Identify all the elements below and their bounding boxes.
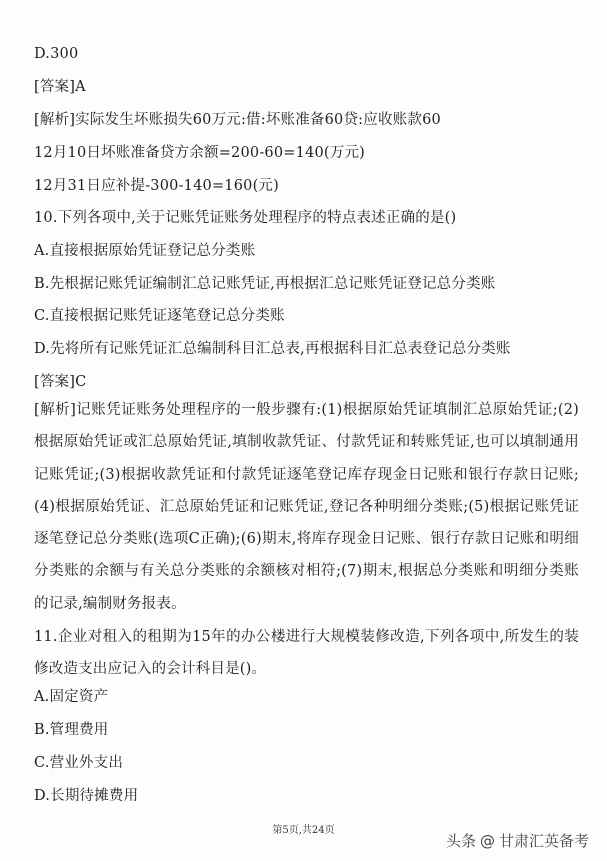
analysis-prev-1: [解析]实际发生坏账损失60万元:借:坏账准备60贷:应收账款60 <box>34 112 441 128</box>
q10-option-b: B.先根据记账凭证编制汇总记账凭证,再根据汇总记账凭证登记总分类账 <box>34 276 496 292</box>
q11-option-b: B.管理费用 <box>34 722 109 738</box>
q10-option-d: D.先将所有记账凭证汇总编制科目汇总表,再根据科目汇总表登记总分类账 <box>34 341 511 357</box>
q10-option-a: A.直接根据原始凭证登记总分类账 <box>34 243 256 259</box>
q10-answer: [答案]C <box>34 374 87 390</box>
analysis-prev-2: 12月10日坏账准备贷方余额=200-60=140(万元) <box>34 145 366 161</box>
q11-option-c: C.营业外支出 <box>34 755 124 771</box>
q11-option-a: A.固定资产 <box>34 689 109 705</box>
question-10: 10.下列各项中,关于记账凭证账务处理程序的特点表述正确的是() <box>34 210 457 226</box>
analysis-prev-3: 12月31日应补提-300-140=160(元) <box>34 178 279 194</box>
option-d-prev: D.300 <box>34 46 79 62</box>
page-number: 第5页,共24页 <box>272 825 335 836</box>
answer-prev: [答案]A <box>34 79 86 95</box>
q10-analysis: [解析]记账凭证账务处理程序的一般步骤有:(1)根据原始凭证填制汇总原始凭证;(2)根据原始凭证或汇总原始凭证,填制收款凭证、付款凭证和转账凭证,也可以填制通用记账凭证;(3)根据收款凭证和付款凭证逐笔登记库存现金日记账和银行存款日记账;(4)根据原始凭证、汇总原始凭证和记账凭证,登记各种明细分类账;(5)根据记账凭证逐笔登记总分类账(选项C正确);(6)期末,将库存现金日记账、银行存款日记账和明细分类账的余额与有关总分类账的余额核对相符;(7)期末,根据总分类账和明细分类账的记录,编制财务报表。 <box>34 402 579 612</box>
question-11: 11.企业对租入的租期为15年的办公楼进行大规模装修改造,下列各项中,所发生的装修改造支出应记入的会计科目是()。 <box>34 629 579 678</box>
watermark-separator: @ <box>479 831 495 850</box>
q11-option-d: D.长期待摊费用 <box>34 788 139 804</box>
watermark-account: 甘肃汇英备考 <box>498 832 589 850</box>
q10-option-c: C.直接根据记账凭证逐笔登记总分类账 <box>34 308 285 324</box>
watermark <box>446 830 589 851</box>
watermark-source: 头条 <box>445 832 476 850</box>
